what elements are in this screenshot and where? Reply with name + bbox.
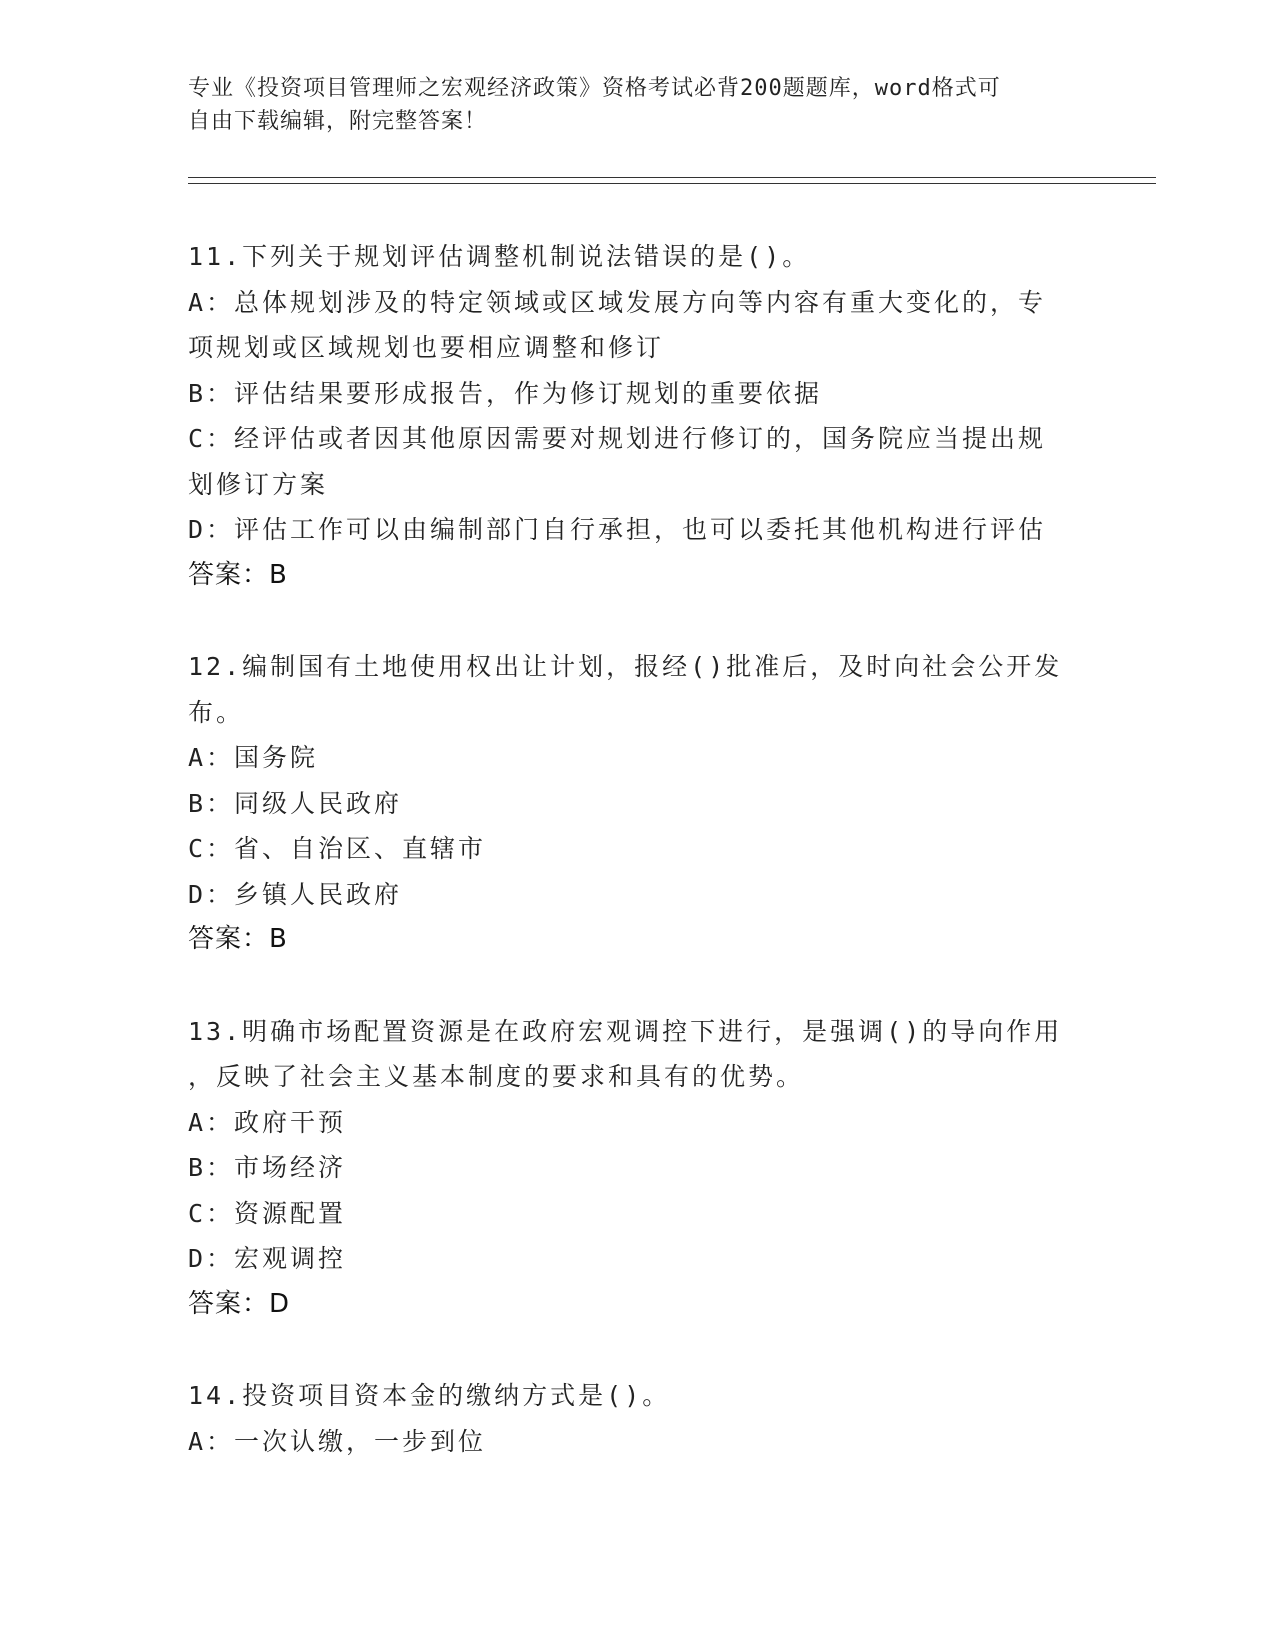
question-11 bbox=[188, 234, 1068, 598]
question-stem: 11.下列关于规划评估调整机制说法错误的是()。 bbox=[188, 242, 811, 271]
header-line-2: 自由下载编辑，附完整答案！ bbox=[188, 109, 488, 134]
answer: 答案：B bbox=[188, 924, 288, 954]
question-stem: 14.投资项目资本金的缴纳方式是()。 bbox=[188, 1381, 671, 1410]
option-b: B：同级人民政府 bbox=[188, 788, 403, 818]
option-c: C：经评估或者因其他原因需要对规划进行修订的，国务院应当提出规 bbox=[188, 424, 1047, 453]
question-list bbox=[188, 234, 1068, 1510]
question-14 bbox=[188, 1373, 1068, 1464]
header-divider bbox=[188, 177, 1156, 184]
option-d: D：乡镇人民政府 bbox=[188, 879, 403, 909]
answer: 答案：B bbox=[188, 559, 288, 590]
option-a: A：总体规划涉及的特定领域或区域发展方向等内容有重大变化的，专 bbox=[188, 287, 1047, 317]
question-stem-cont: 布。 bbox=[188, 697, 245, 727]
answer: 答案：D bbox=[188, 1288, 291, 1319]
option-d: D：评估工作可以由编制部门自行承担，也可以委托其他机构进行评估 bbox=[188, 515, 1047, 544]
option-a: A：国务院 bbox=[188, 743, 319, 772]
question-stem-cont: ，反映了社会主义基本制度的要求和具有的优势。 bbox=[188, 1062, 805, 1091]
document-header bbox=[188, 72, 1068, 138]
question-12 bbox=[188, 644, 1068, 963]
question-13 bbox=[188, 1009, 1068, 1328]
question-stem: 12.编制国有土地使用权出让计划，报经()批准后，及时向社会公开发 bbox=[188, 652, 1063, 681]
option-c-cont: 划修订方案 bbox=[188, 469, 329, 499]
option-a: A：政府干预 bbox=[188, 1107, 347, 1137]
option-c: C：资源配置 bbox=[188, 1198, 347, 1228]
header-line-1: 专业《投资项目管理师之宏观经济政策》资格考试必背200题题库，word格式可 bbox=[188, 76, 1001, 101]
option-b: B：市场经济 bbox=[188, 1153, 347, 1182]
option-a-cont: 项规划或区域规划也要相应调整和修订 bbox=[188, 333, 665, 362]
option-c: C：省、自治区、直辖市 bbox=[188, 834, 487, 863]
option-d: D：宏观调控 bbox=[188, 1244, 347, 1273]
option-b: B：评估结果要形成报告，作为修订规划的重要依据 bbox=[188, 378, 823, 408]
question-stem: 13.明确市场配置资源是在政府宏观调控下进行，是强调()的导向作用 bbox=[188, 1016, 1063, 1046]
option-a: A：一次认缴，一步到位 bbox=[188, 1426, 487, 1456]
